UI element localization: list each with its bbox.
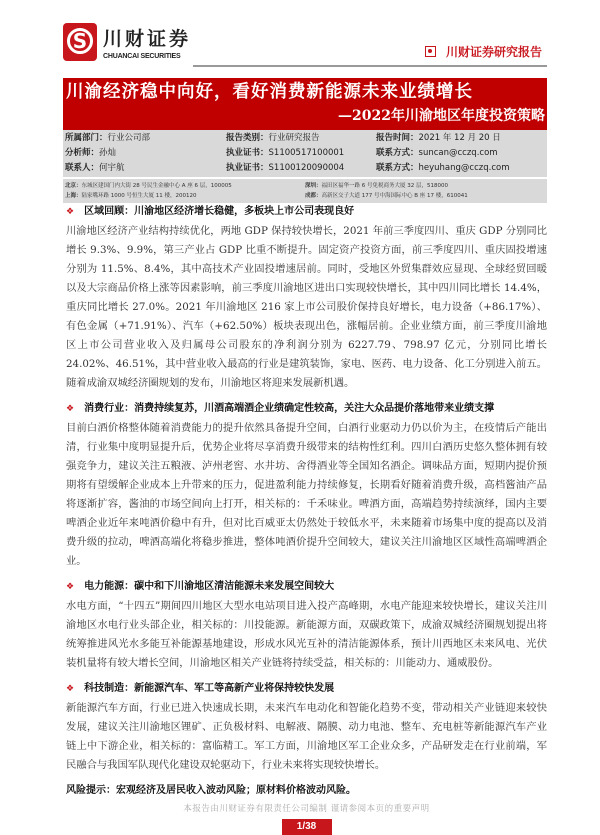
info-value: 孙灿 (99, 148, 117, 158)
info-field (65, 162, 125, 174)
info-field (65, 147, 116, 159)
info-value: suncan@cczq.com (418, 148, 498, 158)
risk-warning: 风险提示：宏观经济及居民收入波动风险；原材料价格波动风险。 (66, 785, 356, 796)
info-label: 报告时间： (376, 133, 419, 143)
diamond-bullet-icon: ❖ (66, 684, 75, 694)
info-field (226, 162, 344, 174)
address-item (305, 182, 448, 190)
info-value: S1100120090004 (268, 163, 345, 173)
section-body: 川渝地区经济产业结构持续优化，两地 GDP 保持较快增长，2021 年前三季度四川、重庆 GDP 分别同比增长 9.3%、9.9%，第三产业占 GDP 比重不断提升。固定资产投资方面，前三季度四川、重庆固投增速分别为 11.5%、8.4%，其中高技术产业固投增速居前。同时，受地区外贸集群效应显现、全球经贸回暖以及大宗商品价格上涨等因素影响，前三季度川渝地区进出口实现较快增长，其中四川同比增长 14.4%，重庆同比增长 27.0%。2021 年川渝地区 216 家上市公司股价保持良好增长，电力设备（+86.17%）、有色金属（+71.91%）、汽车（+62.50%）板块表现出色，涨幅居前。企业业绩方面，前三季度川渝地区上市公司营业收入及归属母公司股东的净利润分别为 6227.79、798.97 亿元，分别同比增长 24.02%、46.51%，其中营业收入最高的行业是建筑装饰，家电、医药、电力设备、化工分别进入前五。随着成渝双城经济圈规划的发布，川渝地区将迎来发展新机遇。 (66, 225, 547, 389)
address-city: 上海： (65, 193, 82, 199)
info-label: 联系人： (65, 163, 100, 173)
title-banner (63, 78, 547, 130)
info-label: 执业证书： (226, 163, 269, 173)
info-label: 联系方式： (376, 148, 419, 158)
address-item (65, 192, 197, 200)
info-value: heyuhang@cczq.com (418, 163, 510, 173)
info-value: 行业公司部 (107, 133, 151, 143)
brand-icon (425, 46, 436, 57)
section-body: 新能源汽车方面，行业已进入快速成长期，未来汽车电动化和智能化趋势不变，带动相关产业链迎来较快发展，建议关注川渝地区锂矿、正负极材料、电解液、隔膜、动力电池、整车、充电桩等新能源汽车产业链上中下游企业，相关标的：富临精工。军工方面，川渝地区军工企业众多，产品研发走在行业前端，军民融合与我国军队现代化建设双轮驱动下，行业未来将实现较快增长。 (66, 702, 547, 771)
address-box (63, 179, 547, 203)
section-heading-text: 消费行业：消费持续复苏，川酒高端酒企业绩确定性较高，关注大众品提价落地带来业绩支撑 (84, 403, 495, 414)
info-field (226, 132, 320, 144)
section-body: 水电方面，“十四五”期间四川地区大型水电站项目进入投产高峰期，水电产能迎来较快增长，建议关注川渝地区水电行业头部企业，相关标的：川投能源。新能源方面，双碳政策下，成渝双城经济圈规划提出将统筹推进风光水多能互补能源基地建设，形成水风光互补的清洁能源体系，预计川西地区未来风电、光伏装机量将有较大增长空间，川渝地区相关产业链将持续受益，相关标的：川能动力、通威股份。 (66, 600, 547, 669)
info-field (226, 147, 344, 159)
address-city: 北京： (65, 183, 82, 189)
info-field (376, 132, 501, 144)
address-text: 福田区福华一路 6 号免税商务大厦 32 层，518000 (321, 183, 449, 189)
page-number: 1/38 (282, 819, 332, 835)
info-label: 联系方式： (376, 163, 419, 173)
diamond-bullet-icon: ❖ (66, 404, 75, 414)
logo-en: CHUANCAI SECURITIES (103, 53, 181, 60)
section-body: 目前白酒价格整体随着消费能力的提升依然具备提升空间，白酒行业驱动力仍以价为主，在疫情后产能出清，行业集中度明显提升后，优势企业将尽享消费升级带来的结构性红利。四川白酒历史悠久整体拥有较强竞争力，建议关注五粮液、泸州老窖、水井坊、舍得酒业等全国知名酒企。调味品方面，短期内提价预期将有望缓解企业成本上升带来的压力，促进盈利能力持续修复，长期看好随着消费升级，高档酱油产品将逐渐扩容，酱油的市场空间向上打开，相关标的：千禾味业。啤酒方面，高端趋势持续演绎，国内主要啤酒企业近年来吨酒价稳中有升，但对比百威亚太仍然处于较低水平，未来随着市场集中度的提高以及消费升级的拉动，啤酒高端化将稳步推进，整体吨酒价提升空间较大，建议关注川渝地区区域性高端啤酒企业。 (66, 422, 547, 567)
address-text: 东城区建国门内大街 28 号民生金融中心 A 座 6 层，100005 (81, 183, 232, 189)
section-heading-text: 科技制造：新能源汽车、军工等高新产业将保持较快发展 (84, 683, 335, 694)
report-body (66, 204, 547, 835)
diamond-bullet-icon: ❖ (66, 582, 75, 592)
report-title: 川渝经济稳中向好，看好消费新能源未来业绩增长 (66, 82, 473, 102)
address-city: 成都： (305, 193, 322, 199)
footer-disclaimer: 本报告由川财证券有限责任公司编制 谨请参阅本页的重要声明 (183, 804, 430, 814)
section-heading (66, 579, 547, 595)
section-heading-text: 电力能源：碳中和下川渝地区清洁能源未来发展空间较大 (84, 581, 335, 592)
info-label: 所属部门： (65, 133, 108, 143)
section-heading (66, 204, 547, 220)
info-label: 分析师： (65, 148, 100, 158)
header-divider (193, 65, 547, 67)
section-heading (66, 681, 547, 697)
info-value: 何宇航 (99, 163, 125, 173)
report-brand (425, 43, 542, 60)
info-value: 2021 年 12 月 20 日 (418, 133, 501, 143)
address-city: 深圳： (305, 183, 322, 189)
address-item (305, 192, 468, 200)
address-text: 陆家嘴环路 1000 号恒生大厦 11 楼，200120 (81, 193, 197, 199)
section-heading (66, 401, 547, 417)
logo-cn: 川财证券 (103, 28, 192, 50)
report-subtitle: —2022年川渝地区年度投资策略 (338, 108, 545, 124)
logo-icon: S (63, 23, 97, 61)
info-field (376, 162, 510, 174)
info-field (376, 147, 498, 159)
company-logo (63, 23, 191, 61)
info-value: S1100517100001 (268, 148, 345, 158)
diamond-bullet-icon: ❖ (66, 207, 75, 217)
info-label: 报告类别： (226, 133, 269, 143)
section-heading-text: 区域回顾：川渝地区经济增长稳健，多板块上市公司表现良好 (84, 206, 355, 217)
info-field (65, 132, 150, 144)
address-item (65, 182, 232, 190)
report-info-box (63, 130, 547, 177)
info-value: 行业研究报告 (268, 133, 320, 143)
brand-label: 川财证券研究报告 (445, 45, 542, 59)
address-text: 高新区交子大道 177 号中海国际中心 B 座 17 楼，610041 (321, 193, 468, 199)
info-label: 执业证书： (226, 148, 269, 158)
